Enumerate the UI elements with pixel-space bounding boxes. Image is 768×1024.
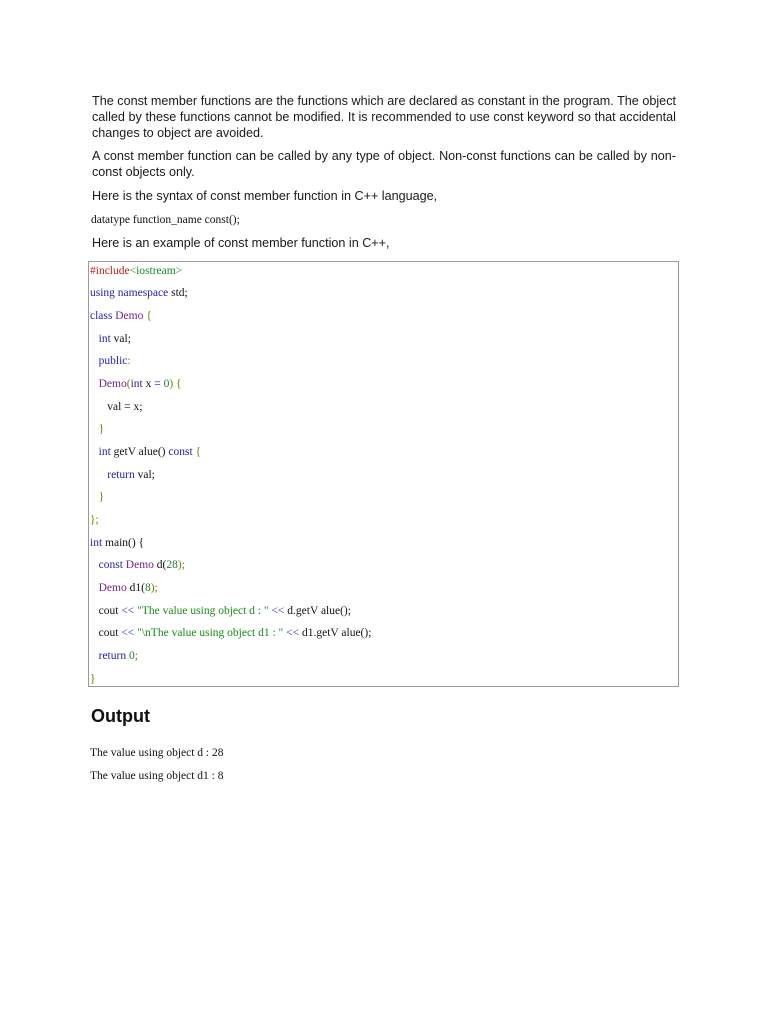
code-token: Demo (98, 378, 127, 390)
code-token: } (90, 673, 96, 685)
code-token: << (271, 605, 285, 617)
code-token: x (142, 378, 155, 390)
code-token: ); (177, 559, 185, 571)
code-line (90, 580, 158, 596)
code-token: << (121, 605, 135, 617)
code-line (90, 399, 142, 415)
code-token (90, 333, 99, 345)
code-token: { (143, 310, 152, 322)
output-line-2: The value using object d1 : 8 (90, 770, 224, 782)
code-line (90, 444, 201, 460)
code-line (90, 308, 152, 324)
code-token: } (90, 423, 105, 435)
code-line (90, 512, 99, 528)
code-line (90, 421, 104, 437)
code-token: 28 (166, 559, 178, 571)
code-token: int (98, 333, 111, 345)
code-line (90, 467, 155, 483)
code-line (90, 535, 144, 551)
code-line (90, 285, 188, 301)
code-token: "The value using object d : " (137, 605, 269, 617)
code-line (90, 376, 182, 392)
code-token: d( (153, 559, 167, 571)
code-token (90, 446, 99, 458)
code-line (90, 671, 96, 687)
code-token: 0 (163, 378, 170, 390)
syntax-line: datatype function_name const(); (91, 214, 240, 226)
code-line (90, 331, 131, 347)
intro-paragraph-2: A const member function can be called by any type of object. Non-const functions can be called by non-const objects only. (92, 149, 676, 179)
code-token: main() { (102, 537, 145, 549)
code-token: Demo (125, 559, 154, 571)
code-line (90, 263, 182, 279)
code-token: cout (90, 605, 122, 617)
code-token: "\nThe value using object d1 : " (137, 627, 284, 639)
code-token: val; (134, 469, 155, 481)
code-token (90, 650, 99, 662)
code-token: ( (126, 378, 131, 390)
code-token: int (90, 537, 103, 549)
code-token: d.getV alue(); (284, 605, 351, 617)
code-token: #include (90, 265, 130, 277)
code-token: << (121, 627, 135, 639)
code-token: ) { (169, 378, 182, 390)
code-token: return (107, 469, 135, 481)
code-token: const (98, 559, 123, 571)
code-line (90, 557, 185, 573)
code-token: { (192, 446, 202, 458)
code-line (90, 648, 138, 664)
code-token: d1.getV alue(); (299, 627, 372, 639)
code-token: 8 (144, 582, 151, 594)
code-token (90, 469, 107, 481)
code-token: val = x; (90, 401, 143, 413)
code-token: std; (168, 287, 188, 299)
intro-paragraph-4: Here is an example of const member function in C++, (92, 236, 390, 250)
intro-paragraph-3: Here is the syntax of const member function in C++ language, (92, 189, 438, 203)
code-token: = (154, 378, 161, 390)
code-token (90, 582, 99, 594)
code-token: int (130, 378, 143, 390)
code-token: }; (90, 514, 99, 526)
code-token: using (90, 287, 115, 299)
code-token: 0 (128, 650, 135, 662)
code-token: class (90, 310, 113, 322)
code-line (90, 489, 104, 505)
code-token: : (127, 355, 131, 367)
code-token: <iostream> (129, 265, 183, 277)
code-token: namespace (117, 287, 169, 299)
code-token: Demo (115, 310, 144, 322)
code-token (90, 355, 99, 367)
code-token: const (168, 446, 193, 458)
code-token: d1( (126, 582, 145, 594)
code-token: cout (90, 627, 122, 639)
code-token: return (98, 650, 127, 662)
code-token: int (98, 446, 111, 458)
code-token: getV alue() (110, 446, 169, 458)
code-token (90, 559, 99, 571)
code-token: public (98, 355, 128, 367)
code-token: ; (134, 650, 138, 662)
code-line (90, 353, 131, 369)
code-token: } (90, 491, 105, 503)
output-heading: Output (91, 706, 150, 726)
code-token: Demo (98, 582, 127, 594)
code-token: << (286, 627, 300, 639)
code-block (88, 261, 679, 687)
code-token (90, 378, 99, 390)
code-line (90, 603, 351, 619)
code-token: ); (150, 582, 158, 594)
code-line (90, 625, 371, 641)
intro-paragraph-1: The const member functions are the functions which are declared as constant in the program. The object called by these functions cannot be modified. It is recommended to use const keyword so that accidental changes to object are avoided. (92, 94, 676, 140)
code-token: val; (110, 333, 131, 345)
output-line-1: The value using object d : 28 (90, 747, 224, 759)
